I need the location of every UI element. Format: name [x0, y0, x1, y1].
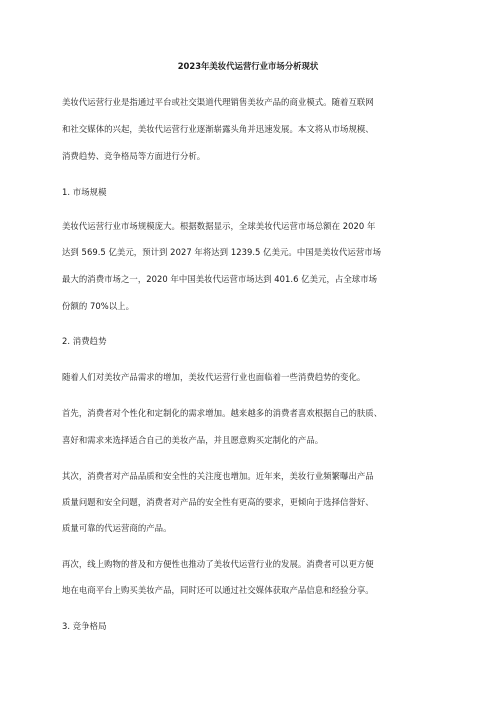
market-size-line: 美妆代运营行业市场规模庞大。根据数据显示，全球美妆代运营市场总额在 2020 年: [62, 221, 376, 231]
section-heading-competition: 3. 竞争格局: [62, 621, 107, 631]
market-size-line: 达到 569.5 亿美元，预计到 2027 年将达到 1239.5 亿美元。中国是美妆代运营市场: [62, 247, 382, 257]
trends-line: 再次，线上购物的普及和方便性也推动了美妆代运营行业的发展。消费者可以更方便: [62, 559, 374, 569]
section-heading-consumer-trends: 2. 消费趋势: [62, 336, 107, 346]
trends-line: 质量问题和安全问题，消费者对产品的安全性有更高的要求，更倾向于选择信誉好、: [62, 497, 374, 507]
trends-line: 随着人们对美妆产品需求的增加，美妆代运营行业也面临着一些消费趋势的变化。: [62, 372, 366, 382]
trends-line: 喜好和需求来选择适合自己的美妆产品，并且愿意购买定制化的产品。: [62, 435, 324, 445]
trends-line: 其次，消费者对产品品质和安全性的关注度也增加。近年来，美妆行业频繁曝出产品: [62, 471, 374, 481]
market-size-line: 最大的消费市场之一，2020 年中国美妆代运营市场达到 401.6 亿美元，占全球市场: [62, 274, 378, 284]
trends-line: 质量可靠的代运营商的产品。: [62, 523, 172, 533]
section-heading-market-size: 1. 市场规模: [62, 187, 107, 197]
trends-line: 地在电商平台上购买美妆产品，同时还可以通过社交媒体获取产品信息和经验分享。: [62, 585, 374, 595]
intro-line: 和社交媒体的兴起，美妆代运营行业逐渐崭露头角并迅速发展。本文将从市场规模、: [62, 124, 374, 134]
market-size-line: 份额的 70%以上。: [62, 301, 135, 311]
intro-line: 美妆代运营行业是指通过平台或社交渠道代理销售美妆产品的商业模式。随着互联网: [62, 97, 374, 107]
intro-line: 消费趋势、竞争格局等方面进行分析。: [62, 151, 206, 161]
document-title: 2023年美妆代运营行业市场分析现状: [177, 61, 319, 71]
trends-line: 首先，消费者对个性化和定制化的需求增加。越来越多的消费者喜欢根据自己的肤质、: [62, 408, 383, 418]
